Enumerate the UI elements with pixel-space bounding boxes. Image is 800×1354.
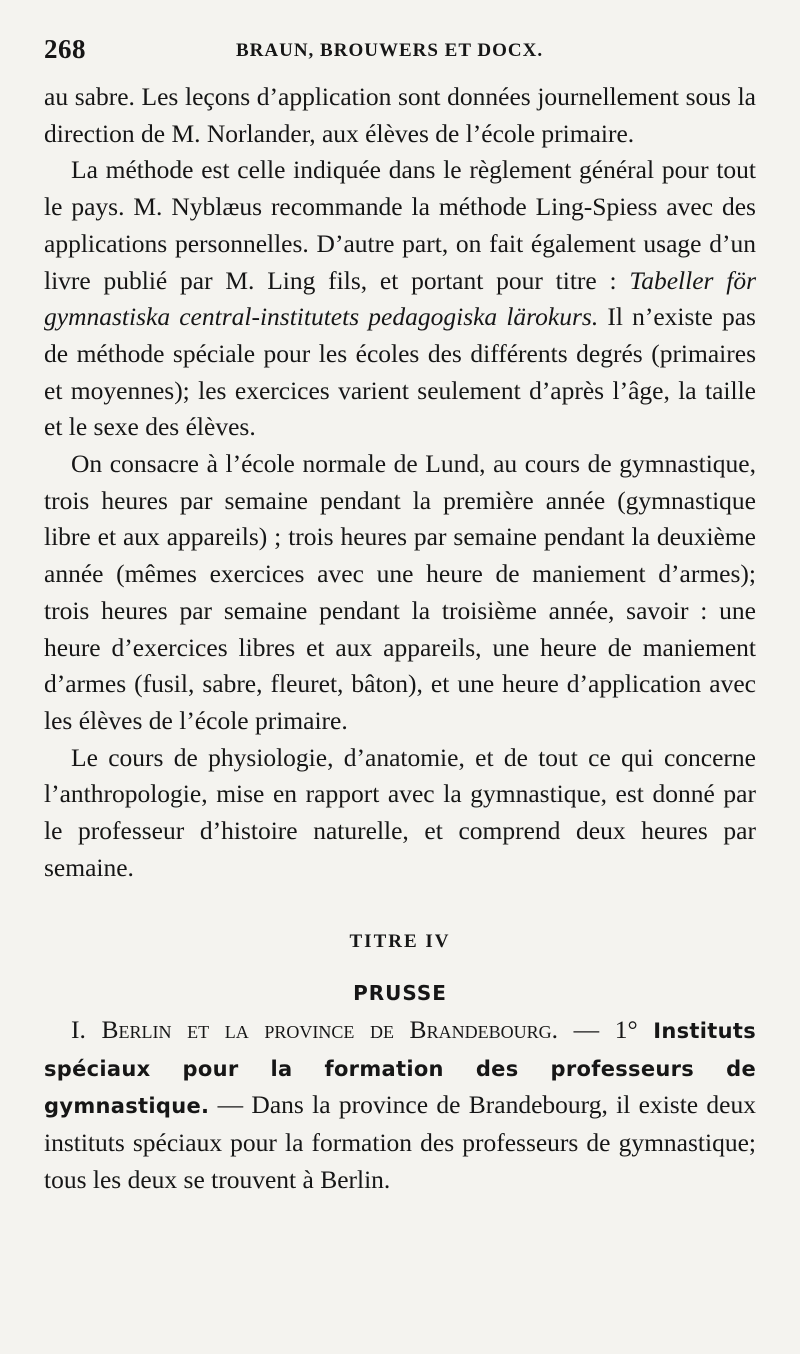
book-title-italic: Tabeller för gymnastiska central-institutets pedagogiska lärokurs. [44, 265, 756, 332]
body-text [44, 79, 756, 1198]
section-heading: PRUSSE [353, 981, 447, 1006]
subsection-paragraph [44, 1012, 756, 1199]
paragraph-2-text-a: La méthode est celle indiquée dans le règlement général pour tout le pays. M. Nyblæus recommande la méthode Ling-Spiess avec des applications personnelles. D’autre part, on fait également usage d’un livre publié par M. Ling fils, et portant pour titre : [44, 155, 756, 295]
paragraph-4: Le cours de physiologie, d’anatomie, et de tout ce qui concerne l’anthropologie, mise en rapport avec la gymnastique, est donné par le professeur d’histoire naturelle, et comprend deux heures par semaine. [44, 742, 756, 882]
subsection-text: — Dans la province de Brandebourg, il existe deux instituts spéciaux pour la formation des professeurs de gymnastique; tous les deux se trouvent à Berlin. [44, 1090, 756, 1194]
subsection-bold-title: Instituts spéciaux pour la formation des professeurs de gymnastique. [44, 1018, 756, 1119]
chapter-heading: TITRE IV [349, 931, 451, 953]
running-head: BRAUN, BROUWERS ET DOCX. [236, 40, 544, 61]
paragraph-2-text-b: Il n’existe pas de méthode spéciale pour les écoles des différents degrés (primaires et moyennes); les exercices varient seulement d’après l’âge, la taille et le sexe des élèves. [44, 302, 756, 442]
paragraph-2 [44, 152, 756, 446]
paragraph-3: On consacre à l’école normale de Lund, au cours de gymnastique, trois heures par semaine pendant la première année (gymnastique libre et aux appareils) ; trois heures par semaine pendant la deuxième année (mêmes exercices avec une heure de maniement d’armes); trois heures par semaine pendant la troisième année, savoir : une heure d’exercices libres et aux appareils, une heure de maniement d’armes (fusil, sabre, fleuret, bâton), et une heure d’application avec les élèves de l’école primaire. [44, 449, 756, 735]
paragraph-1: au sabre. Les leçons d’application sont données journellement sous la direction de M. Norlander, aux élèves de l’école primaire. [44, 82, 756, 148]
subsection-label: I. Berlin et la province de Brandebourg. [71, 1014, 558, 1044]
page-number: 268 [44, 34, 86, 64]
subsection-number: — 1° [557, 1014, 654, 1044]
page-header [44, 34, 756, 70]
